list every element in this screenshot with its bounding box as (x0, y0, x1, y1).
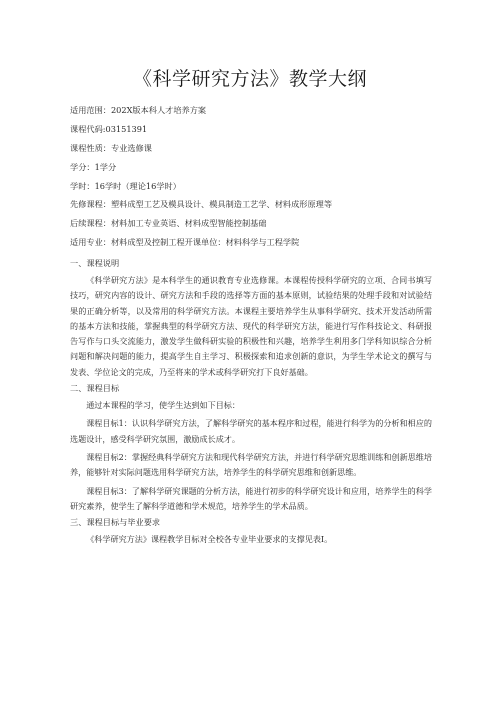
course-credits: 学分：1学分 (70, 161, 117, 172)
course-code: 课程代码:03151391 (70, 123, 148, 134)
course-description-paragraph: 《科学研究方法》是本科学生的通识教育专业选修课。本课程传授科学研究的立项、合同书填写技巧，研究内容的设计、研究方法和手段的选择等方面的基本原则，试验结果的处理手段和对试验结果的正确分析等，以及常用的科学研究方法。本课程主要培养学生从事科学研究、技术开发活动所需的基本方法和技能，掌握典型的科学研究方法、现代的科学研究方法，能进行写作科技论文、科研报告写作与口头交流能力，激发学生做科研实验的积极性和兴趣，培养学生利用多门学科知识综合分析问题和解决问题的能力，提高学生自主学习、积极探索和追求创新的意识，为学生学术论文的撰写与发表、学位论文的完成，乃至将来的学术或科学研究打下良好基础。 (70, 275, 432, 377)
course-info-block (70, 104, 440, 255)
prerequisite-courses: 先修课程：塑料成型工艺及模具设计、模具制造工艺学、材料成形原理等 (70, 199, 333, 210)
document-title: 《科学研究方法》教学大纲 (132, 68, 367, 90)
course-scope: 适用范围：202X版本科人才培养方案 (70, 105, 207, 115)
applicable-major: 适用专业：材料成型及控制工程开课单位：材料科学与工程学院 (70, 237, 300, 248)
section-heading-course-description: 一、课程说明 (70, 258, 120, 268)
graduation-requirements-paragraph: 《科学研究方法》课程教学目标对全校各专业毕业要求的支撑见表I。 (86, 534, 333, 545)
document-body (70, 257, 432, 547)
section-heading-graduation-requirements: 三、课程目标与毕业要求 (70, 517, 161, 528)
course-nature: 课程性质：专业选修课 (70, 142, 152, 153)
objective-1-paragraph: 课程目标1：认识科学研究方法，了解科学研究的基本程序和过程，能进行科学为的分析和相应的选题设计，感受科学研究氛围，激励成长成才。 (70, 418, 432, 444)
objective-3-paragraph: 课程目标3：了解科学研究课题的分析方法，能进行初步的科学研究设计和应用，培养学生的科学研究素养，使学生了解科学道德和学术规范，培养学生的学术品质。 (70, 485, 432, 511)
follow-up-courses: 后续课程：材料加工专业英语、材料成型智能控制基础 (70, 218, 267, 229)
objectives-intro-paragraph: 通过本课程的学习，使学生达到如下目标： (86, 400, 240, 411)
course-hours: 学时：16学时（理论16学时） (70, 180, 181, 191)
objective-2-paragraph: 课程目标2：掌握经典科学研究方法和现代科学研究方法，并进行科学研究思维训练和创新思维培养，能够针对实际问题选用科学研究方法，培养学生的科学研究思维和创新思维。 (70, 451, 432, 478)
section-heading-course-objectives: 二、课程目标 (70, 383, 120, 394)
